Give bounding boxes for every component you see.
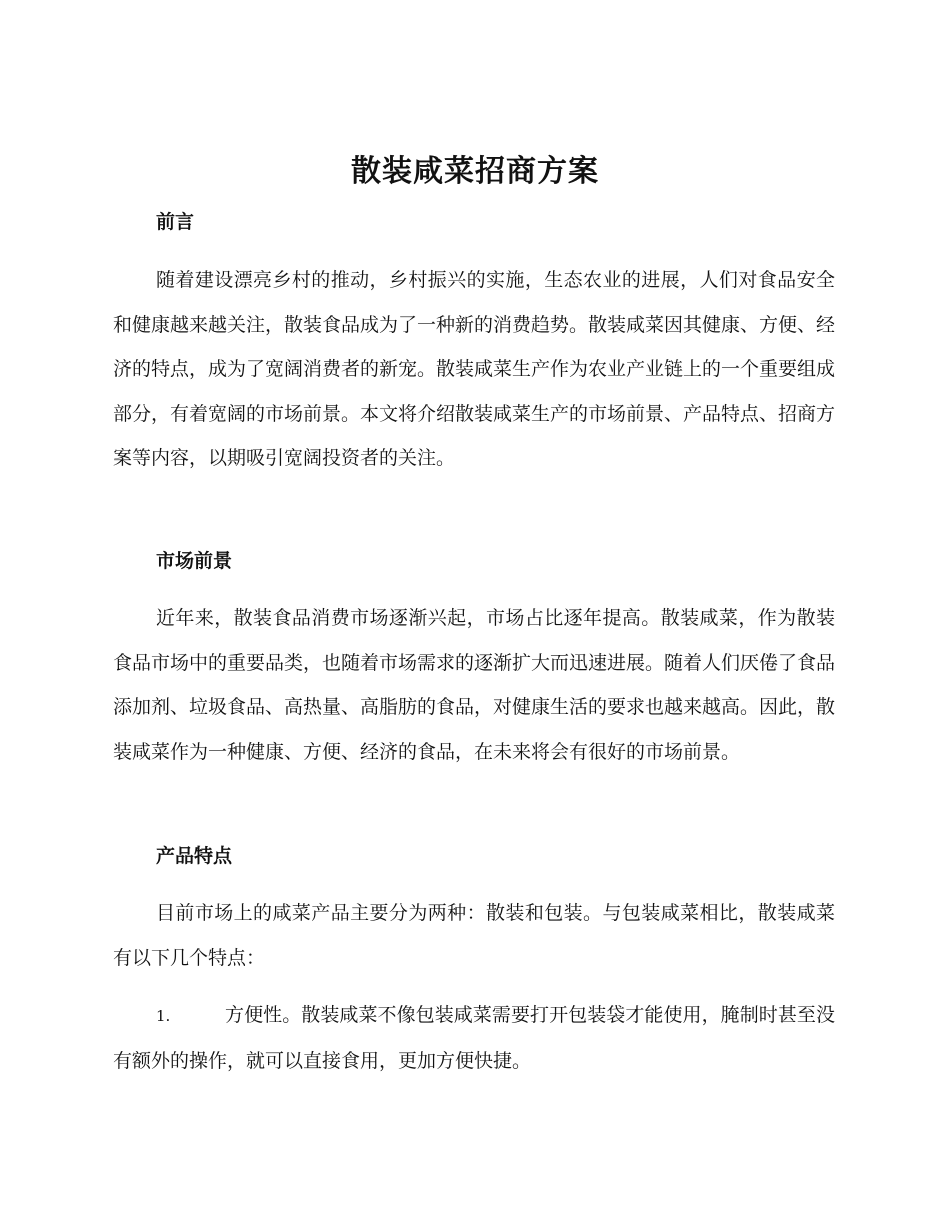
section-heading-preface: 前言 — [156, 211, 195, 233]
paragraph-preface: 随着建设漂亮乡村的推动，乡村振兴的实施，生态农业的进展，人们对食品安全和健康越来越关注，散装食品成为了一种新的消费趋势。散装咸菜因其健康、方便、经济的特点，成为了宽阔消费者的新宠。散装咸菜生产作为农业产业链上的一个重要组成部分，有着宽阔的市场前景。本文将介绍散装咸菜生产的市场前景、产品特点、招商方案等内容，以期吸引宽阔投资者的关注。 — [113, 269, 836, 469]
paragraph-market-outlook: 近年来，散装食品消费市场逐渐兴起，市场占比逐年提高。散装咸菜，作为散装食品市场中的重要品类，也随着市场需求的逐渐扩大而迅速进展。随着人们厌倦了食品添加剂、垃圾食品、高热量、高脂肪的食品，对健康生活的要求也越来越高。因此，散装咸菜作为一种健康、方便、经济的食品，在未来将会有很好的市场前景。 — [113, 607, 836, 763]
section-heading-product-features: 产品特点 — [156, 845, 233, 867]
document-title: 散装咸菜招商方案 — [351, 154, 599, 189]
list-item-number: 1. — [156, 1007, 171, 1025]
list-item — [113, 993, 835, 1083]
section-heading-market-outlook: 市场前景 — [156, 550, 233, 572]
list-item-text: 方便性。散装咸菜不像包装咸菜需要打开包装袋才能使用，腌制时甚至没有额外的操作，就可以直接食用，更加方便快捷。 — [113, 1004, 835, 1072]
paragraph-product-features: 目前市场上的咸菜产品主要分为两种：散装和包装。与包装咸菜相比，散装咸菜有以下几个特点： — [113, 902, 835, 969]
